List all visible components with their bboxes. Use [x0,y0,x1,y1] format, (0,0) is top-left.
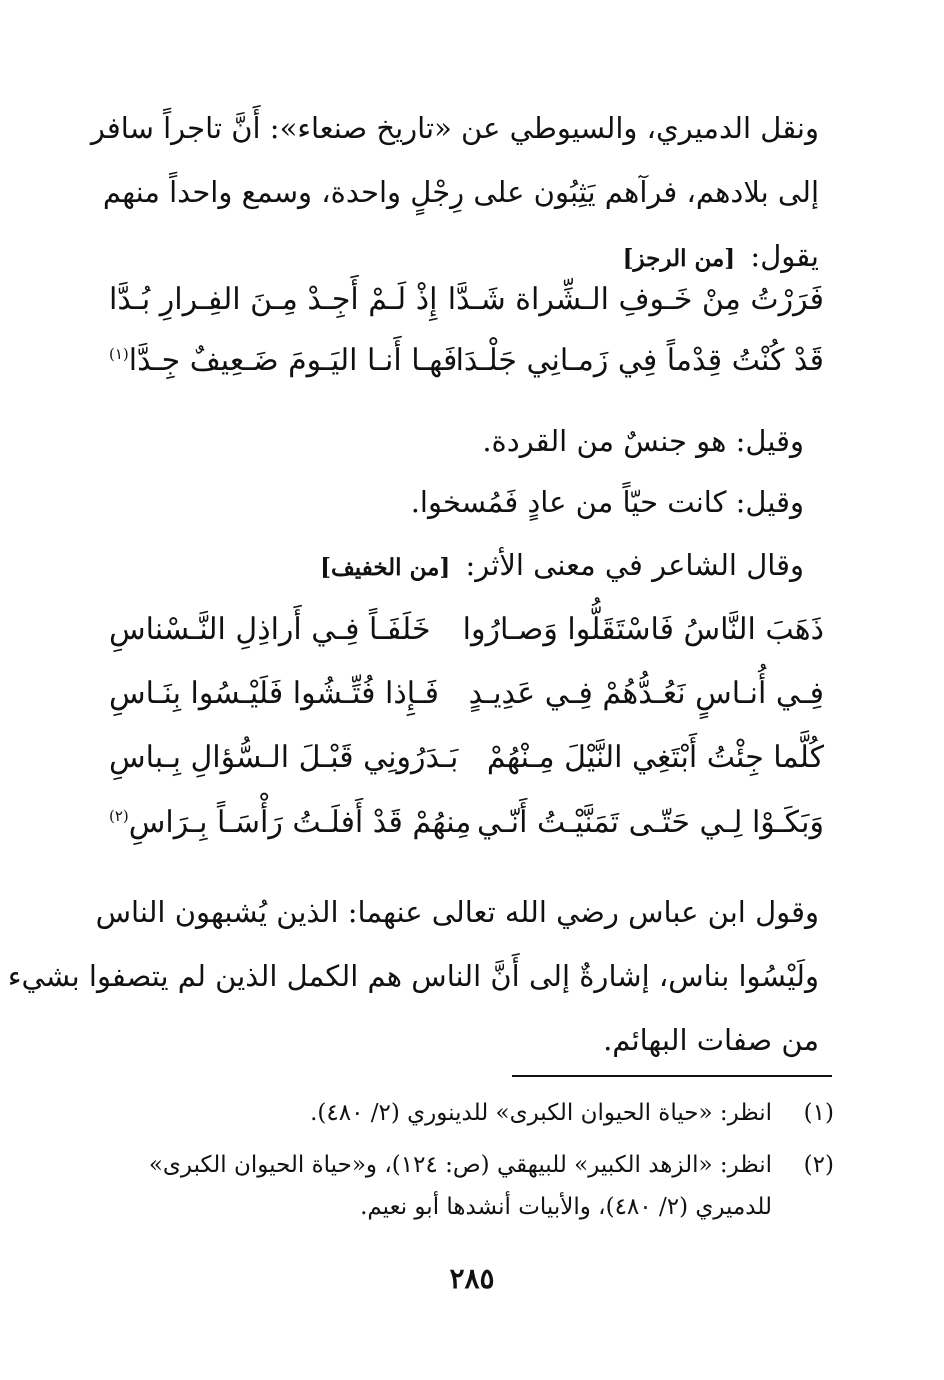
verse-text: بَـدَرُونِي قَبْـلَ الـسُّؤالِ بِـباسِ [109,740,459,775]
verse-second-hemistich [109,282,437,317]
verse-second-hemistich [109,612,431,647]
verse-first-hemistich: وَبَكَـوْا لِـي حَتّـى تَمَنَّيْـتُ أَنّـي [476,805,824,840]
paragraph-ibn-abbas [7,880,819,1072]
page-number: ٢٨٥ [449,1262,495,1295]
verse-second-hemistich [109,343,457,378]
footnote [114,1092,834,1134]
footnote-text: انظر: «الزهد الكبير» للبيهقي (ص: ١٢٤)، و«حياة الحيوان الكبرى» [148,1152,772,1178]
verse-text: مِنهُمْ قَدْ أَفلَـتُ رَأْسَـاً بِـرَاسِ [128,805,472,840]
verse-first-hemistich: كُلَّما جِئْتُ أَبْتَغِي النَّيْلَ مِـنْهُمْ [486,740,824,775]
footnote [114,1144,834,1228]
verse-text: فَهـا أَنـا اليَـومَ ضَـعِيفٌ جِـدَّا [128,343,458,378]
verse-first-hemistich: فِـي أُنـاسٍ نَعُـدُّهُمْ فِـي عَدِيـدٍ [468,676,824,711]
paragraph-line: وقول ابن عباس رضي الله تعالى عنهما: الذين يُشبهون الناس [95,895,819,929]
verse-first-hemistich: قَدْ كُنْتُ قِدْماً فِي زَمـانِي جَلْـدَا [455,343,824,378]
footnote-separator [512,1075,832,1077]
meter-tag: [من الرجز] [622,245,736,272]
verse-first-hemistich: فَرَرْتُ مِنْ خَـوفِ الـشِّراة شَـدَّا [447,282,824,317]
poem-intro [320,548,804,582]
saying-line: وقيل: هو جنسٌ من القردة. [482,424,804,458]
footnote-marker: (٢) [109,807,129,825]
verse-text: فَـإِذا فُتِّـشُوا فَلَيْـسُوا بِنَـاسِ [109,676,440,711]
verse-line [109,612,824,672]
verse-text: خَلَفَـاً فِـي أَراذِلِ النَّـسْناسِ [109,612,431,647]
verse-text: إِذْ لَـمْ أَجِـدْ مِـنَ الفِـرارِ بُـدَّا [109,282,438,317]
footnote-continuation: للدميري (٢/ ٤٨٠)، والأبيات أنشدها أبو نعيم. [360,1194,772,1220]
verse-line [109,740,824,800]
footnote-text: انظر: «حياة الحيوان الكبرى» للدينوري (٢/ ٤٨٠). [310,1100,772,1126]
footnote-number: (٢) [803,1152,834,1178]
poem-intro-text: وقال الشاعر في معنى الأثر: [465,548,804,582]
verse-first-hemistich: ذَهَبَ النَّاسُ فَاسْتَقَلُّوا وَصـارُوا [462,612,824,647]
verse-line [109,343,824,403]
paragraph-line: إلى بلادهم، فرآهم يَثِبُون على رِجْلٍ واحدة، وسمع واحداً منهم [102,175,819,209]
saying-line: وقيل: كانت حيّاً من عادٍ فَمُسخوا. [410,485,804,519]
meter-tag: [من الخفيف] [320,554,451,581]
paragraph-dumairi [90,96,819,291]
verse-line [109,805,824,865]
paragraph-line: ونقل الدميري، والسيوطي عن «تاريخ صنعاء»: أَنَّ تاجراً سافر [90,111,819,145]
verse-line [109,282,824,342]
paragraph-line: ولَيْسُوا بناس، إشارةٌ إلى أَنَّ الناس هم الكمل الذين لم يتصفوا بشيء [7,959,819,993]
paragraph-text: يقول: [750,239,819,273]
paragraph-line [104,224,819,291]
verse-line [109,676,824,736]
footnote-marker: (١) [109,345,129,363]
verse-second-hemistich [109,740,458,775]
footnote-number: (١) [803,1100,834,1126]
paragraph-line: من صفات البهائم. [603,1023,819,1057]
verse-second-hemistich [109,805,471,840]
verse-second-hemistich [109,676,439,711]
